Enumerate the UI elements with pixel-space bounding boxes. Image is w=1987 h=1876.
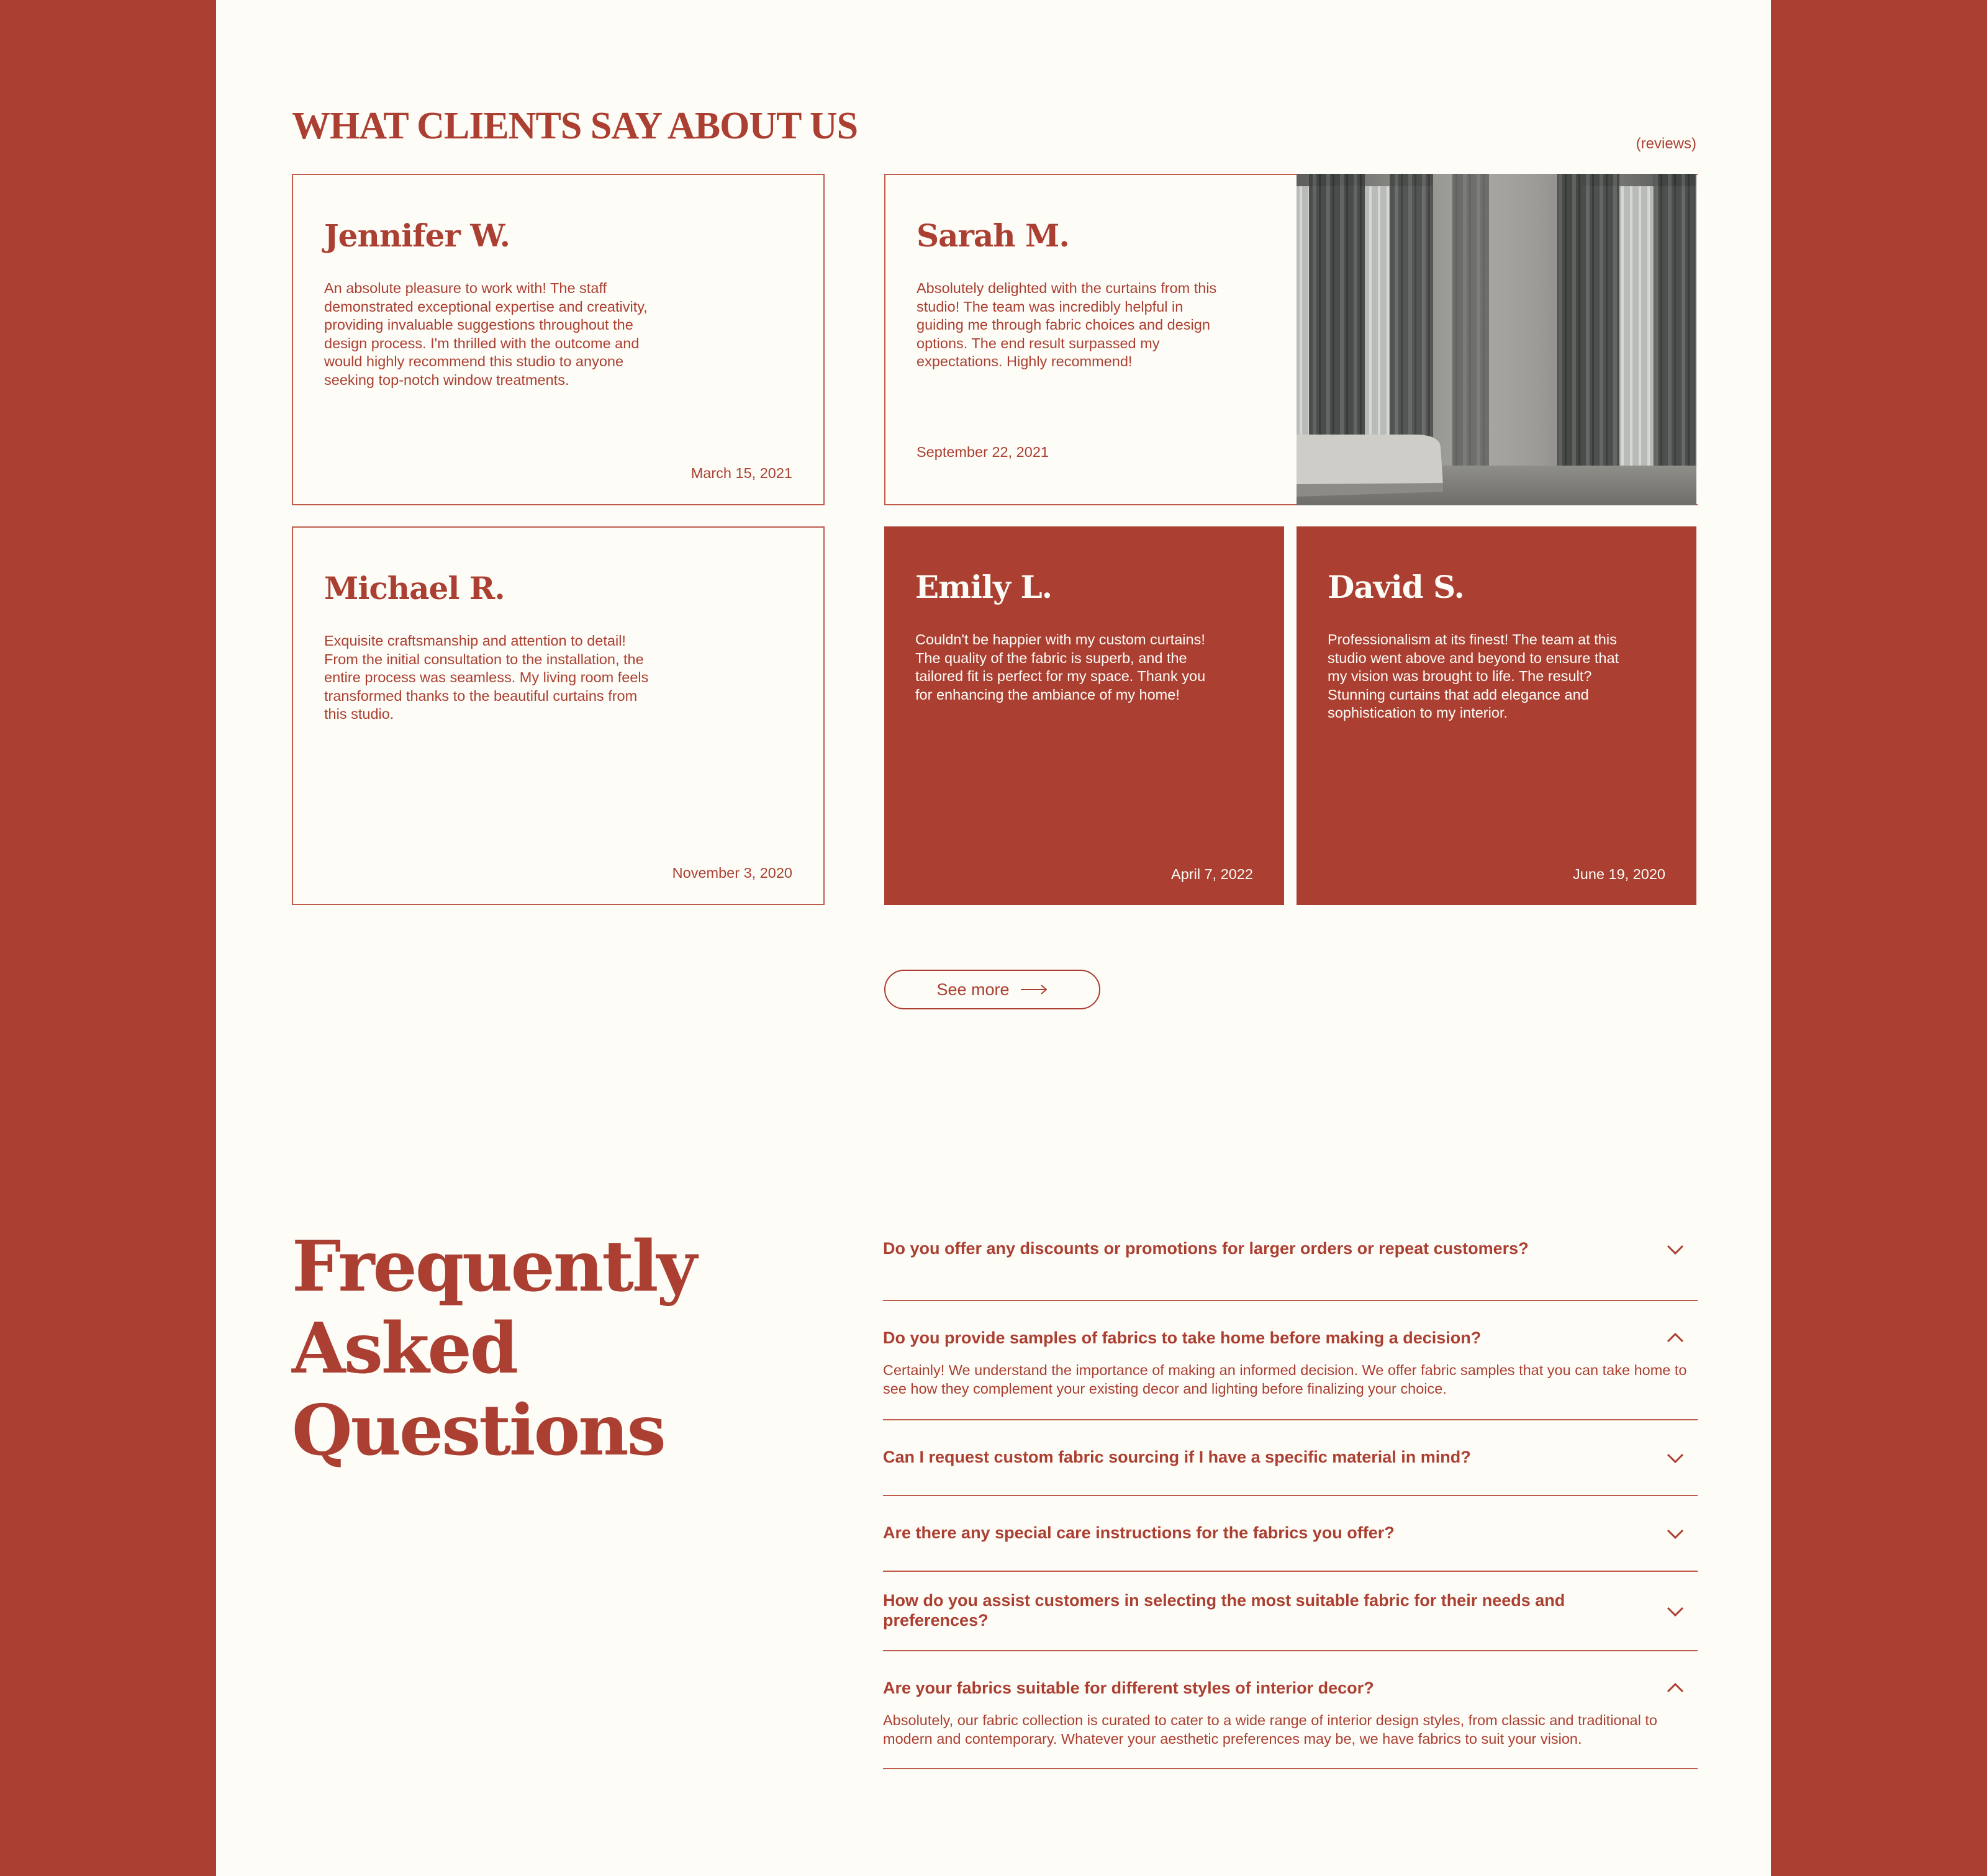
see-more-label: See more	[936, 980, 1010, 999]
reviewer-name: Michael R.	[324, 570, 505, 607]
faq-item[interactable]	[883, 1572, 1698, 1651]
chevron-up-icon[interactable]	[1667, 1332, 1684, 1343]
review-card	[1297, 526, 1696, 905]
faq-answer: Certainly! We understand the importance of making an informed decision. We offer fabric samples that you can take home to see how they complement your existing decor and lighting before finalizing your choice.	[883, 1362, 1687, 1397]
faq-question[interactable]: Are your fabrics suitable for different styles of interior decor?	[883, 1679, 1374, 1697]
faq-question[interactable]: Do you offer any discounts or promotions for larger orders or repeat customers?	[883, 1239, 1529, 1258]
review-card	[292, 526, 825, 905]
chevron-down-icon[interactable]	[1667, 1244, 1684, 1255]
chevron-down-icon[interactable]	[1667, 1528, 1684, 1540]
curtains-illustration	[1297, 174, 1696, 505]
faq-item[interactable]	[883, 1301, 1698, 1420]
chevron-up-icon[interactable]	[1667, 1682, 1684, 1693]
faq-answer: Absolutely, our fabric collection is curated to cater to a wide range of interior design styles, from classic and traditional to modern and contemporary. Whatever your aesthetic preferences may be, we have fabrics to suit your vision.	[883, 1712, 1657, 1747]
review-text: Professionalism at its finest! The team at this studio went above and beyond to ensure that my vision was brought to life. The result? Stunning curtains that add elegance and sophistication to my interior.	[1328, 631, 1619, 721]
faq-title-line: Asked	[292, 1308, 517, 1389]
arrow-right-icon	[1021, 985, 1048, 994]
faq-question[interactable]: Do you provide samples of fabrics to take home before making a decision?	[883, 1328, 1482, 1347]
review-date: June 19, 2020	[1573, 866, 1665, 882]
review-text: Absolutely delighted with the curtains from this studio! The team was incredibly helpful in guiding me through fabric choices and design options. The end result surpassed my expectations. Highly recommend!	[917, 280, 1217, 369]
curtains-photo	[1297, 174, 1696, 505]
review-date: November 3, 2020	[672, 865, 792, 881]
reviewer-name: Sarah M.	[917, 217, 1069, 254]
faq-item[interactable]	[883, 1496, 1698, 1572]
faq-item[interactable]	[883, 1235, 1698, 1301]
faq-title-line: Frequently	[292, 1226, 695, 1307]
faq-title	[292, 1226, 695, 1472]
faq-title-line: Questions	[292, 1390, 664, 1471]
reviewer-name: Jennifer W.	[324, 217, 510, 254]
reviewer-name: David S.	[1328, 569, 1464, 605]
review-date: April 7, 2022	[1171, 866, 1253, 882]
review-text: Exquisite craftsmanship and attention to detail! From the initial consultation to the installation, the entire process was seamless. My living room feels transformed thanks to the beautiful curtains from this studio.	[324, 633, 649, 722]
reviewer-name: Emily L.	[915, 569, 1052, 605]
review-text: An absolute pleasure to work with! The staff demonstrated exceptional expertise and creativity, providing invaluable suggestions throughout the design process. I'm thrilled with the outcome and would highly recommend this studio to anyone seeking top-notch window treatments.	[324, 280, 648, 388]
faq-item[interactable]	[883, 1420, 1698, 1496]
faq-question[interactable]: How do you assist customers in selecting the most suitable fabric for their needs and preferences?	[883, 1591, 1565, 1630]
faq-question[interactable]: Are there any special care instructions for the fabrics you offer?	[883, 1523, 1395, 1542]
review-text: Couldn't be happier with my custom curtains! The quality of the fabric is superb, and the tailored fit is perfect for my space. Thank you for enhancing the ambiance of my home!	[915, 631, 1206, 703]
page-content	[216, 0, 1771, 1876]
chevron-down-icon[interactable]	[1667, 1453, 1684, 1464]
review-date: March 15, 2021	[690, 465, 792, 481]
reviews-section-title: WHAT CLIENTS SAY ABOUT US	[292, 105, 858, 147]
review-card	[292, 174, 825, 505]
see-more-button[interactable]	[884, 970, 1100, 1009]
chevron-down-icon[interactable]	[1667, 1606, 1684, 1617]
faq-question[interactable]: Can I request custom fabric sourcing if I have a specific material in mind?	[883, 1448, 1471, 1466]
faq-item[interactable]	[883, 1651, 1698, 1769]
review-card	[884, 526, 1284, 905]
review-date: September 22, 2021	[917, 444, 1049, 460]
reviews-tag: (reviews)	[1636, 135, 1696, 152]
